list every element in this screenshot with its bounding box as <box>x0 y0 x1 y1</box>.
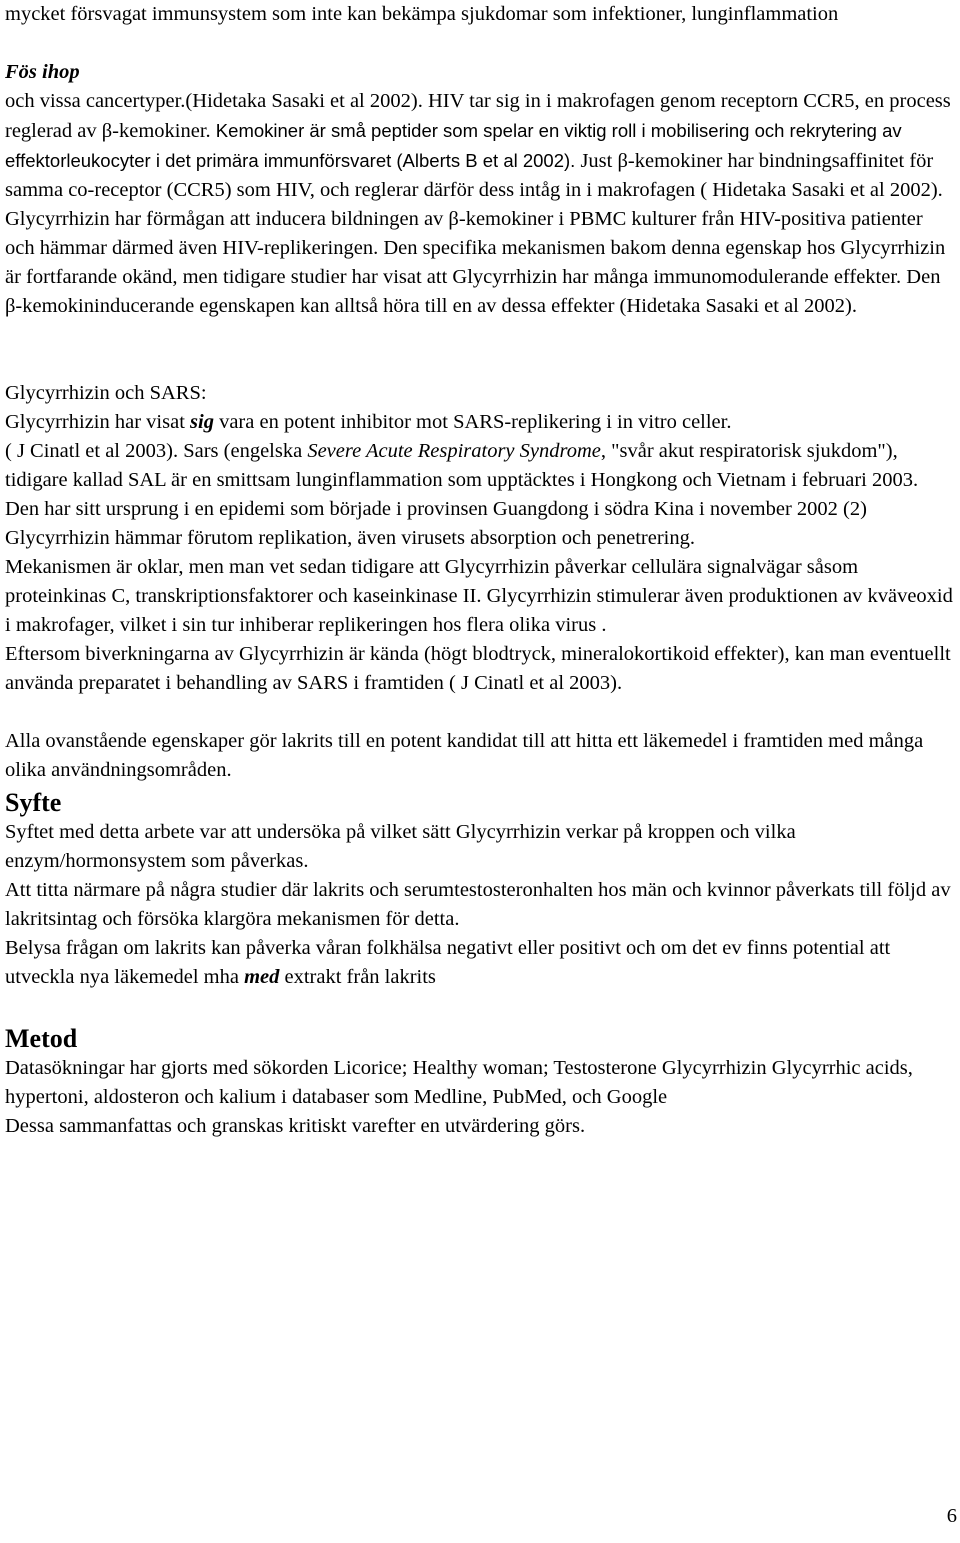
blank-line <box>5 698 955 727</box>
paragraph-sars <box>5 379 955 698</box>
sars-citation: ( J Cinatl et al 2003). <box>5 440 179 462</box>
section-heading-metod: Metod <box>5 1024 78 1053</box>
syfte-purpose-1: Syftet med detta arbete var att undersöka på vilket sätt Glycyrrhizin verkar på kroppen och vilka enzym/hormonsystem som påverkas. <box>5 821 796 872</box>
sars-mechanism: Mekanismen är oklar, men man vet sedan tidigare att Glycyrrhizin påverkar cellulära signalvägar såsom proteinkinas C, transkriptionsfaktorer och kaseinkinase II. <box>5 556 859 607</box>
hiv-sentence-3: Just β-kemokiner har bindningsaffinitet för samma co-receptor (CCR5) som HIV, och reglerar därför dess intåg in i makrofagen ( Hidetaka Sasaki et al 2002). <box>5 150 943 201</box>
blank-line <box>5 992 955 1021</box>
sars-side-effects: Eftersom biverkningarna av Glycyrrhizin är kända (högt blodtryck, mineralokortikoid effekter), kan man eventuellt använda preparatet i behandling av SARS i framtiden ( J Cinatl et al 2003). <box>5 643 951 694</box>
hiv-sentence-1: och vissa cancertyper.(Hidetaka Sasaki et al 2002). HIV tar sig in i makrofagen genom receptorn CCR5, en process reglerad av β-kemokiner. <box>5 90 951 142</box>
sars-line-1c: vara en potent inhibitor mot SARS-replikering i in vitro celler. <box>213 411 732 433</box>
hiv-sentence-6: Den β-kemokininducerande egenskapen kan alltså höra till en av dessa effekter (Hidetaka Sasaki et al 2002). <box>5 266 941 317</box>
paragraph-summary <box>5 727 955 785</box>
syfte-emphasis: med <box>244 966 280 988</box>
syfte-purpose-3a: Belysa frågan om lakrits kan påverka våran folkhälsa negativt eller positivt och om det ev finns potential att utveckla nya läkemedel mha <box>5 937 891 988</box>
sars-nitric-oxide: Glycyrrhizin stimulerar även produktionen av kväveoxid i makrofager, vilket i sin tur inhiberar replikeringen hos flera olika virus . <box>5 585 953 636</box>
paragraph-immune <box>5 0 955 29</box>
metod-search-terms: Datasökningar har gjorts med sökorden Licorice; Healthy woman; Testosterone Glycyrrhizin Glycyrrhic acids, hypertoni, aldosteron och kalium i databaser som Medline, PubMed, och Google <box>5 1057 913 1108</box>
section-heading-syfte: Syfte <box>5 788 62 817</box>
syfte-purpose-2: Att titta närmare på några studier där lakrits och serumtestosteronhalten hos män och kvinnor påverkats till följd av lakritsintag och försöka klargöra mekanismen för detta. <box>5 879 951 930</box>
sars-line-1-emphasis: sig <box>190 411 214 433</box>
blank-line <box>5 29 955 58</box>
paragraph-immune-text: mycket försvagat immunsystem som inte kan bekämpa sjukdomar som infektioner, lunginflammation <box>5 3 839 25</box>
hiv-sentence-2: Kemokiner är små peptider som spelar en viktig roll i mobilisering och rekrytering av effektorleukocyter i det primära immunförsvaret (Alberts B et al 2002). <box>5 120 902 171</box>
syfte-purpose-3c: extrakt från lakrits <box>279 966 436 988</box>
sars-definition-c: , "svår akut respiratorisk sjukdom"), tidigare kallad SAL är en smittsam lunginflammation som upptäcktes i Hongkong och Vietnam i februari 2003. <box>5 440 919 491</box>
sars-full-name: Severe Acute Respiratory Syndrome <box>307 440 601 462</box>
hiv-sentence-4: Glycyrrhizin har förmågan att inducera bildningen av β-kemokiner i PBMC kulturer från HIV-positiva patienter och hämmar därmed även HIV-replikeringen. <box>5 208 923 259</box>
paragraph-metod <box>5 1054 955 1141</box>
sars-inhibition: Glycyrrhizin hämmar förutom replikation, även virusets absorption och penetrering. <box>5 527 695 549</box>
sars-definition-a: Sars (engelska <box>178 440 308 462</box>
document-page <box>5 0 955 1141</box>
paragraph-hiv <box>5 58 955 321</box>
paragraph-syfte <box>5 818 955 992</box>
hiv-sentence-5: Den specifika mekanismen bakom denna egenskap hos Glycyrrhizin är fortfarande okänd, men tidigare studier har visat att Glycyrrhizin har många immunomodulerande effekter. <box>5 237 946 288</box>
summary-text: Alla ovanstående egenskaper gör lakrits till en potent kandidat till att hitta ett läkemedel i framtiden med många olika användningsområden. <box>5 730 924 781</box>
sars-title: Glycyrrhizin och SARS: <box>5 382 207 404</box>
sars-line-1a: Glycyrrhizin har visat <box>5 411 191 433</box>
sars-origin: Den har sitt ursprung i en epidemi som började i provinsen Guangdong i södra Kina i november 2002 (2) <box>5 498 867 520</box>
blank-lines <box>5 321 955 379</box>
metod-evaluation: Dessa sammanfattas och granskas kritiskt varefter en utvärdering görs. <box>5 1115 586 1137</box>
note-heading: Fös ihop <box>5 61 80 83</box>
page-number: 6 <box>946 1505 957 1527</box>
